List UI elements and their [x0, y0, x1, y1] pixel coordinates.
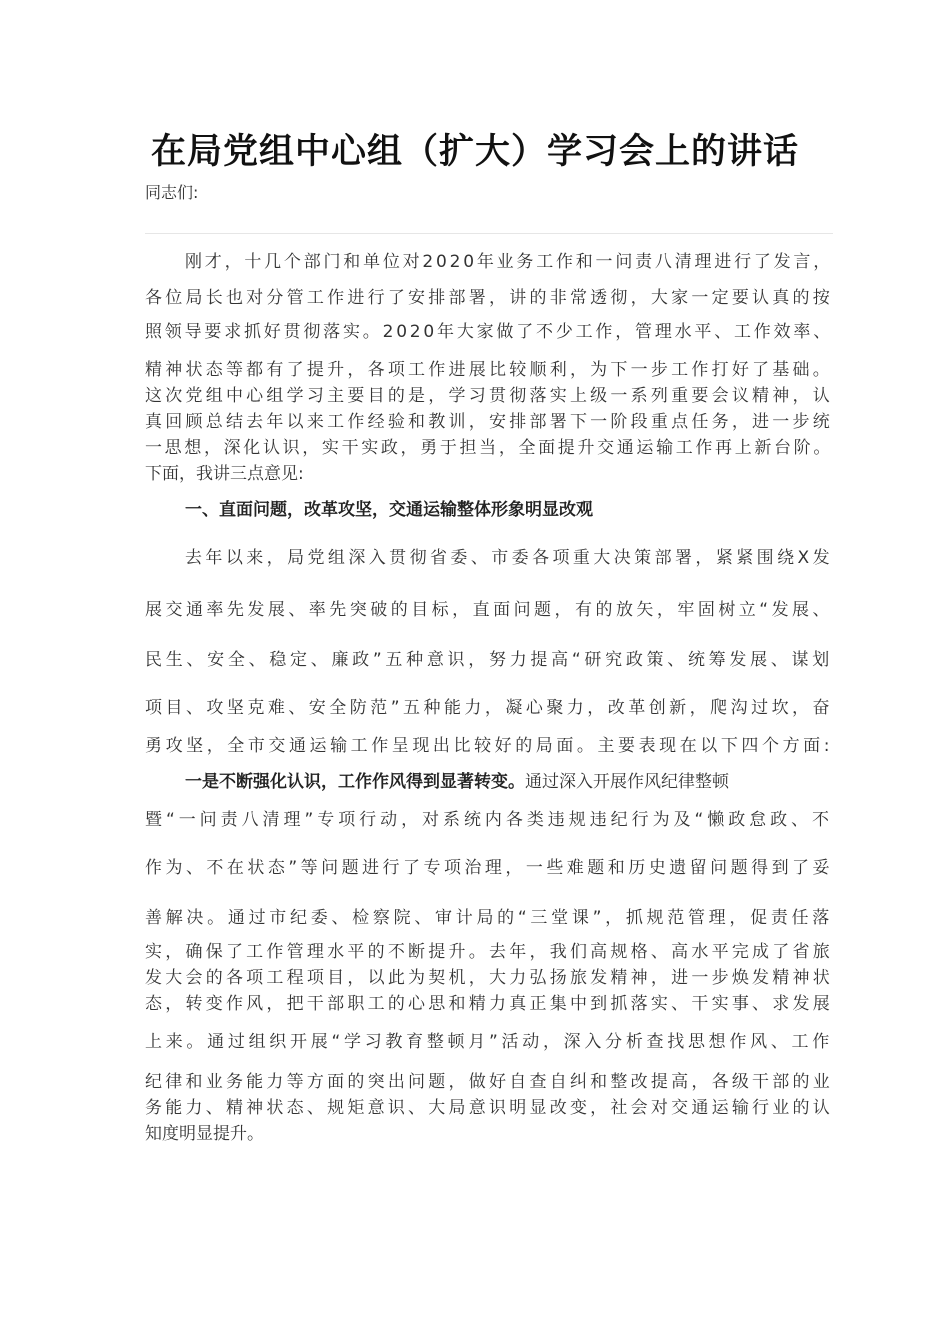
paragraph-line	[145, 942, 833, 962]
line-text: 态，转变作风，把干部职工的心思和精力真正集中到抓落实、干实事、求发展	[145, 994, 833, 1014]
paragraph-line	[185, 772, 833, 792]
paragraph-line	[145, 1098, 833, 1118]
paragraph-line	[185, 548, 833, 568]
line-text: 照领导要求抓好贯彻落实。2020年大家做了不少工作，管理水平、工作效率、	[145, 322, 833, 342]
line-text: 这次党组中心组学习主要目的是，学习贯彻落实上级一系列重要会议精神，认	[145, 386, 833, 406]
line-text: 通过深入开展作风纪律整顿	[525, 772, 729, 792]
line-text: 真回顾总结去年以来工作经验和教训，安排部署下一阶段重点任务，进一步统	[145, 412, 833, 432]
paragraph-line	[145, 386, 833, 406]
line-text: 知度明显提升。	[145, 1124, 264, 1144]
paragraph-line	[145, 438, 833, 458]
line-text: 各位局长也对分管工作进行了安排部署，讲的非常透彻，大家一定要认真的按	[145, 288, 833, 308]
section-heading-text: 一、直面问题，改革攻坚，交通运输整体形象明显改观	[185, 500, 593, 520]
line-text: 精神状态等都有了提升，各项工作进展比较顺利，为下一步工作打好了基础。	[145, 360, 833, 380]
paragraph-line	[145, 736, 833, 756]
paragraph-line	[145, 464, 833, 484]
line-text: 刚才，十几个部门和单位对2020年业务工作和一问责八清理进行了发言，	[185, 252, 833, 272]
paragraph-line	[145, 600, 833, 620]
divider	[145, 233, 833, 234]
line-text: 项目、攻坚克难、安全防范”五种能力，凝心聚力，改革创新，爬沟过坎，奋	[145, 698, 833, 718]
line-text: 善解决。通过市纪委、检察院、审计局的“三堂课”，抓规范管理，促责任落	[145, 908, 833, 928]
line-text: 勇攻坚，全市交通运输工作呈现出比较好的局面。主要表现在以下四个方面:	[145, 736, 833, 756]
paragraph-line	[145, 908, 833, 928]
paragraph-line	[145, 322, 833, 342]
paragraph-line	[145, 968, 833, 988]
paragraph-line	[145, 858, 833, 878]
document-title: 在局党组中心组（扩大）学习会上的讲话	[150, 131, 799, 172]
line-text: 民生、安全、稳定、廉政”五种意识，努力提高“研究政策、统筹发展、谋划	[145, 650, 833, 670]
line-text: 务能力、精神状态、规矩意识、大局意识明显改变，社会对交通运输行业的认	[145, 1098, 833, 1118]
line-text: 暨“一问责八清理”专项行动，对系统内各类违规违纪行为及“懒政怠政、不	[145, 810, 833, 830]
paragraph-line	[145, 360, 833, 380]
line-text: 去年以来，局党组深入贯彻省委、市委各项重大决策部署，紧紧围绕X发	[185, 548, 833, 568]
paragraph-line	[145, 698, 833, 718]
line-text: 发大会的各项工程项目，以此为契机，大力弘扬旅发精神，进一步焕发精神状	[145, 968, 833, 988]
line-text: 展交通率先发展、率先突破的目标，直面问题，有的放矢，牢固树立“发展、	[145, 600, 833, 620]
line-text: 纪律和业务能力等方面的突出问题，做好自查自纠和整改提高，各级干部的业	[145, 1072, 833, 1092]
line-text: 实，确保了工作管理水平的不断提升。去年，我们高规格、高水平完成了省旅	[145, 942, 833, 962]
paragraph-line	[145, 412, 833, 432]
paragraph-line	[185, 252, 833, 272]
paragraph-line	[145, 288, 833, 308]
paragraph-line	[145, 650, 833, 670]
salutation: 同志们:	[145, 183, 199, 202]
line-text: 一思想，深化认识，实干实政，勇于担当，全面提升交通运输工作再上新台阶。	[145, 438, 833, 458]
line-text: 上来。通过组织开展“学习教育整顿月”活动，深入分析查找思想作风、工作	[145, 1032, 833, 1052]
section-heading	[185, 500, 833, 520]
paragraph-line	[145, 1072, 833, 1092]
line-text: 作为、不在状态”等问题进行了专项治理，一些难题和历史遗留问题得到了妥	[145, 858, 833, 878]
lead-sentence: 一是不断强化认识，工作作风得到显著转变。	[185, 772, 525, 792]
paragraph-line	[145, 810, 833, 830]
paragraph-line	[145, 1032, 833, 1052]
line-text: 下面，我讲三点意见:	[145, 464, 304, 484]
paragraph-line	[145, 994, 833, 1014]
paragraph-line	[145, 1124, 833, 1144]
